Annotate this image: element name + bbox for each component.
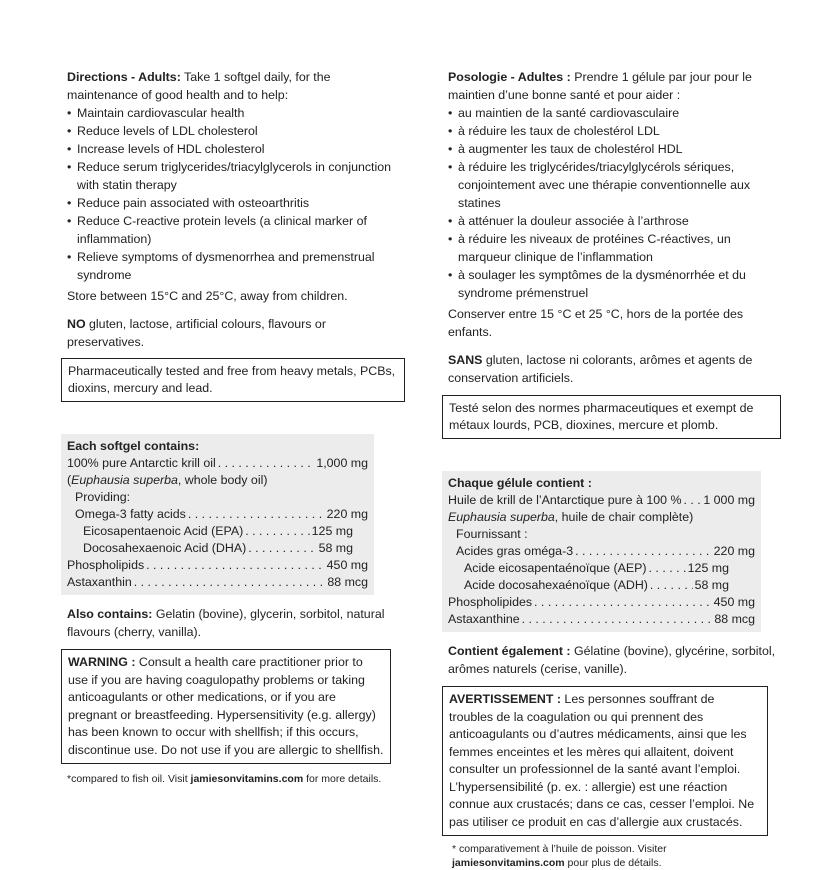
astaxanthin-row [448,611,755,628]
krill-label: Huile de krill de l’Antarctique pure à 100 % [448,493,682,507]
species-name: Euphausia superba [71,473,178,487]
list-item: • à atténuer la douleur associée à l’arthrose [448,212,778,230]
species-rest: , whole body oil) [177,473,268,487]
phospholipids-row [67,557,368,574]
species-line [448,509,755,526]
astaxanthin-row [67,574,368,591]
epa-value: 125 mg [311,524,353,538]
astaxanthin-label: Astaxanthin [67,575,132,589]
also-contains-text [67,605,399,641]
softgel-title [448,475,755,492]
french-column [448,68,778,870]
species-name: Euphausia superba [448,510,555,524]
krill-label: 100% pure Antarctic krill oil [67,456,216,470]
omega-row [67,506,368,523]
softgel-title [67,438,368,455]
website-link[interactable]: jamiesonvitamins.com [452,857,565,869]
tested-text: Testé selon des normes pharmaceutiques et exempt de métaux lourds, PCB, dioxines, mercure et plomb. [449,401,754,432]
warning-label: WARNING : [68,655,136,669]
also-contains-label: Also contains: [67,607,153,621]
free-from-label: NO [67,317,86,331]
list-item: • à réduire les taux de cholestérol LDL [448,122,778,140]
directions-label: Directions - Adults: [67,70,181,84]
tested-box [61,358,405,402]
omega-label: Acides gras oméga-3 [456,544,574,558]
tested-text: Pharmaceutically tested and free from heavy metals, PCBs, dioxins, mercury and lead. [68,364,396,395]
list-item: • Increase levels of HDL cholesterol [67,140,399,158]
dha-label: Acide docosahexaénoïque (ADH) [464,578,648,592]
directions-label: Posologie - Adultes : [448,70,571,84]
list-item: • à réduire les triglycérides/triacylglycérols sériques, conjointement avec une thérapie conventionnelle aux statines [448,158,778,212]
also-contains-text [448,642,778,678]
dha-label: Docosahexaenoic Acid (DHA) [83,541,247,555]
providing-label: Providing: [75,490,131,504]
phospholipids-value: 450 mg [326,558,368,572]
warning-box [61,649,391,764]
softgel-title-text: Chaque gélule contient : [448,476,592,490]
free-from-body: gluten, lactose ni colorants, arômes et agents de conservation artificiels. [448,353,753,385]
species-rest: , huile de chair complète) [554,510,694,524]
warning-label: AVERTISSEMENT : [449,692,561,706]
list-item: • Maintain cardiovascular health [67,104,399,122]
list-item: • à augmenter les taux de cholestérol HDL [448,140,778,158]
krill-value: 1 000 mg [703,493,755,507]
dha-row [448,577,729,594]
website-link[interactable]: jamiesonvitamins.com [190,773,304,785]
krill-row [448,492,755,509]
softgel-contents-panel [61,434,374,595]
phospholipids-row [448,594,755,611]
footnote-post: for more details. [303,773,382,785]
astaxanthin-value: 88 mcg [327,575,368,589]
directions-paragraph [448,68,778,104]
phospholipids-label: Phospholipides [448,595,533,609]
krill-value: 1,000 mg [316,456,368,470]
footnote [448,842,778,870]
omega-value: 220 mg [713,544,755,558]
tested-box [442,395,781,439]
epa-row [448,560,729,577]
epa-label: Eicosapentaenoic Acid (EPA) [83,524,244,538]
also-contains-label: Contient également : [448,644,571,658]
list-item: • Reduce pain associated with osteoarthritis [67,194,399,212]
dha-value: 58 mg [318,541,353,555]
omega-row [448,543,755,560]
species-line: (Euphausia superba, whole body oil) [67,473,268,487]
omega-label: Omega-3 fatty acids [75,507,186,521]
softgel-contents-panel [442,471,761,632]
footnote [67,772,399,786]
directions-text: Prendre 1 gélule par jour pour le maintien d’une bonne santé et pour aider : [448,70,752,102]
footnote-pre: *compared to fish oil. Visit [67,773,191,785]
list-item: • à soulager les symptômes de la dysménorrhée et du syndrome prémenstruel [448,266,778,302]
epa-value: 125 mg [687,561,729,575]
list-item: • à réduire les niveaux de protéines C-réactives, un marqueur clinique de l’inflammation [448,230,778,266]
list-item: • Reduce C-reactive protein levels (a clinical marker of inflammation) [67,212,399,248]
also-contains-body: Gelatin (bovine), glycerin, sorbitol, natural flavours (cherry, vanilla). [67,607,385,639]
dha-row [67,540,353,557]
english-column [67,68,399,786]
footnote-pre: * comparativement à l’huile de poisson. Visiter [452,843,667,855]
storage-text: Conserver entre 15 °C et 25 °C, hors de la portée des enfants. [448,307,744,339]
free-from-body: gluten, lactose, artificial colours, flavours or preservatives. [67,317,326,349]
directions-text: Take 1 softgel daily, for the maintenance of good health and to help: [67,70,331,102]
list-item: • Relieve symptoms of dysmenorrhea and premenstrual syndrome [67,248,399,284]
list-item: • au maintien de la santé cardiovasculaire [448,104,778,122]
omega-value: 220 mg [326,507,368,521]
phospholipids-label: Phospholipids [67,558,145,572]
free-from-text [448,351,778,387]
storage-text: Store between 15°C and 25°C, away from children. [67,289,348,303]
astaxanthin-value: 88 mcg [714,612,755,626]
footnote-post: pour plus de détails. [564,857,662,869]
softgel-title-text: Each softgel contains: [67,439,200,453]
benefits-list [67,104,399,284]
list-item: • Reduce levels of LDL cholesterol [67,122,399,140]
directions-paragraph [67,68,399,104]
warning-box [442,686,768,836]
phospholipids-value: 450 mg [713,595,755,609]
benefits-list [448,104,778,302]
warning-text: Les personnes souffrant de troubles de la coagulation ou qui prennent des anticoagulants ou d’autres médicaments, ainsi que les femmes enceintes et les mères qui allaitent, doivent consulter un professionnel de la santé avant l’emploi. L’hypersensibilité (p. ex. : allergie) est une réaction connue aux crustacés; dans ce cas, cesser l’emploi. Ne pas utiliser ce produit en cas d’allergie aux crustacés. [449,692,755,829]
krill-row [67,455,368,472]
dha-value: 58 mg [694,578,729,592]
epa-label: Acide eicosapentaénoïque (AEP) [464,561,647,575]
list-item: • Reduce serum triglycerides/triacylglycerols in conjunction with statin therapy [67,158,399,194]
free-from-label: SANS [448,353,483,367]
also-contains-body: Gélatine (bovine), glycérine, sorbitol, arômes naturels (cerise, vanille). [448,644,776,676]
warning-text: Consult a health care practitioner prior to use if you are having coagulopathy problems or taking anticoagulants or other medications, or if you are pregnant or breastfeeding. Hypersensitivity (e.g. allergy) has been known to occur with shellfish; if this occurs, discontinue use. Do not use if you are allergic to shellfish. [68,655,384,757]
providing-label: Fournissant : [456,527,528,541]
epa-row [67,523,353,540]
astaxanthin-label: Astaxanthine [448,612,520,626]
free-from-text [67,315,399,351]
